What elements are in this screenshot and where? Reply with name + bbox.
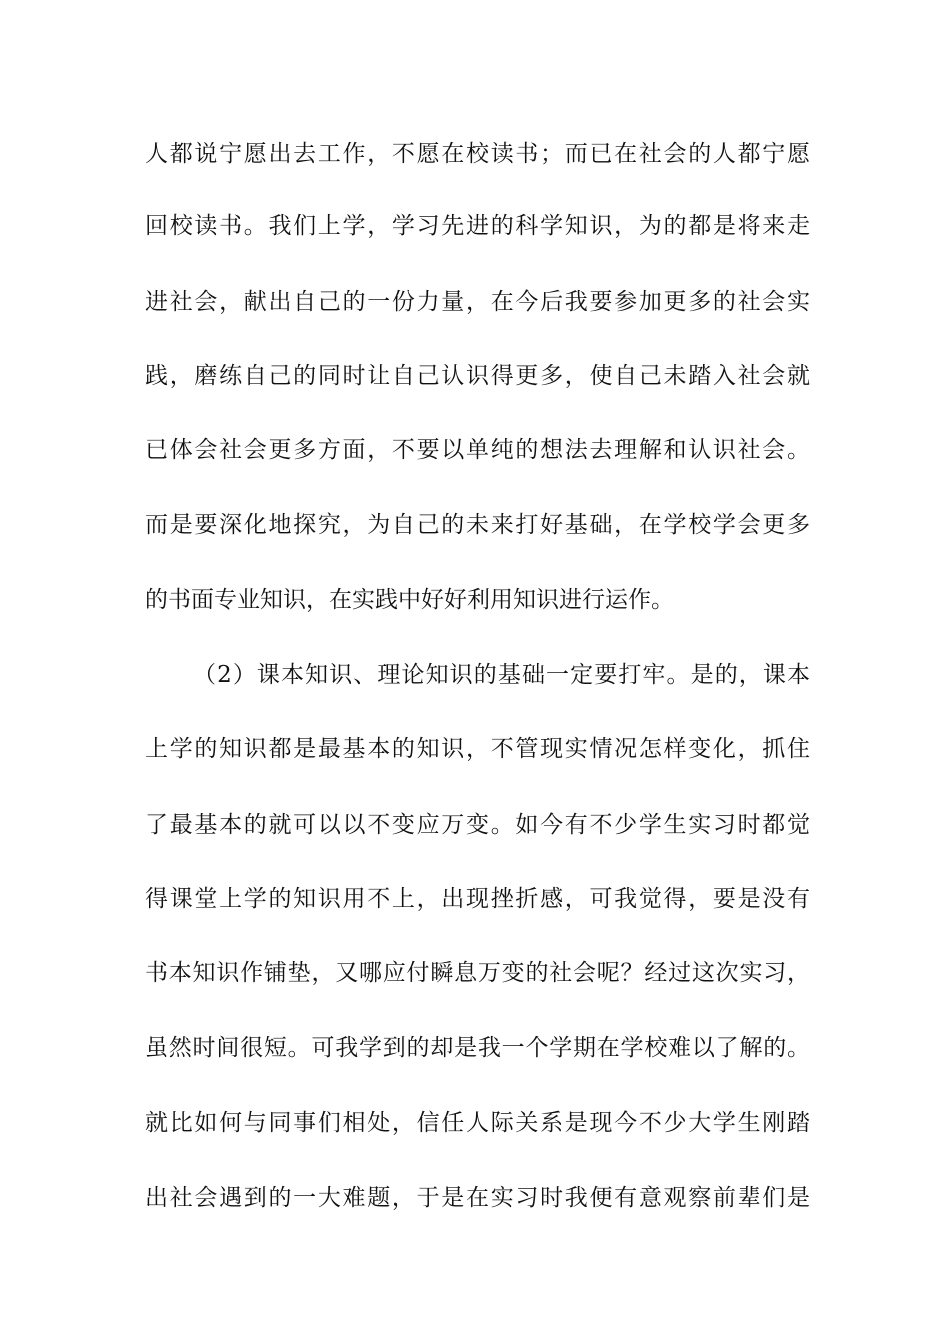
paragraph-end-line: 的书面专业知识，在实践中好好利用知识进行运作。 [145, 587, 674, 613]
text-line: 而是要深化地探究，为自己的未来打好基础，在学校学会更多 [145, 512, 810, 538]
text-line: 了最基本的就可以以不变应万变。如今有不少学生实习时都觉 [145, 812, 810, 838]
text-line: 进社会，献出自己的一份力量，在今后我要参加更多的社会实 [145, 289, 810, 315]
paragraph-first-line: （2）课本知识、理论知识的基础一定要打牢。是的，课本 [193, 662, 810, 688]
text-line: 就比如何与同事们相处，信任人际关系是现今不少大学生刚踏 [145, 1110, 810, 1136]
text-line: 践，磨练自己的同时让自己认识得更多，使自己未踏入社会就 [145, 363, 810, 389]
text-line: 已体会社会更多方面，不要以单纯的想法去理解和认识社会。 [145, 437, 810, 463]
text-line: 得课堂上学的知识用不上，出现挫折感，可我觉得，要是没有 [145, 886, 810, 912]
text-line: 人都说宁愿出去工作，不愿在校读书；而已在社会的人都宁愿 [145, 141, 810, 167]
text-line: 上学的知识都是最基本的知识，不管现实情况怎样变化，抓住 [145, 736, 810, 762]
text-line: 出社会遇到的一大难题，于是在实习时我便有意观察前辈们是 [145, 1185, 810, 1211]
text-line: 虽然时间很短。可我学到的却是我一个学期在学校难以了解的。 [145, 1035, 810, 1061]
text-line: 回校读书。我们上学，学习先进的科学知识，为的都是将来走 [145, 213, 810, 239]
text-line: 书本知识作铺垫，又哪应付瞬息万变的社会呢？经过这次实习， [145, 960, 810, 986]
